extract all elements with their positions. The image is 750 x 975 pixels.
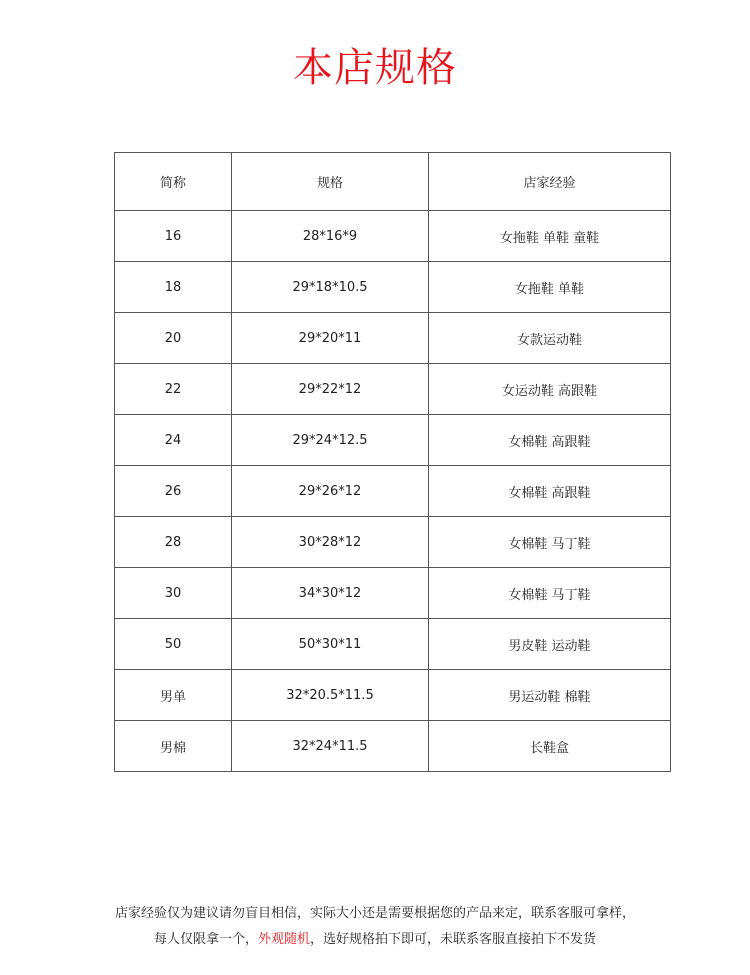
- table-row: [115, 517, 671, 568]
- cell-size: 32*24*11.5: [232, 721, 429, 772]
- note-highlight: 外观随机: [257, 932, 310, 947]
- table-row: [115, 670, 671, 721]
- spec-table: [114, 152, 671, 772]
- cell-abbreviation: 男棉: [115, 721, 232, 772]
- note-line-1: 店家经验仅为建议请勿盲目相信，实际大小还是需要根据您的产品来定，联系客服可拿样，: [114, 906, 635, 921]
- cell-abbreviation: 28: [115, 517, 232, 568]
- cell-recommendation: 女棉鞋 马丁鞋: [429, 568, 671, 619]
- table-body: [115, 211, 671, 772]
- cell-size: 34*30*12: [232, 568, 429, 619]
- cell-size: 29*18*10.5: [232, 262, 429, 313]
- cell-size: 29*26*12: [232, 466, 429, 517]
- note-line-2: [0, 928, 750, 947]
- table-row: [115, 262, 671, 313]
- table-header-row: [115, 153, 671, 211]
- cell-recommendation: 男皮鞋 运动鞋: [429, 619, 671, 670]
- note-line-2-start: 每人仅限拿一个，: [153, 932, 258, 947]
- cell-recommendation: 女棉鞋 高跟鞋: [429, 466, 671, 517]
- table-row: [115, 619, 671, 670]
- header-abbreviation: 简称: [115, 153, 232, 211]
- cell-abbreviation: 26: [115, 466, 232, 517]
- cell-recommendation: 男运动鞋 棉鞋: [429, 670, 671, 721]
- cell-abbreviation: 20: [115, 313, 232, 364]
- page-title: 本店规格: [293, 45, 457, 91]
- cell-abbreviation: 男单: [115, 670, 232, 721]
- cell-size: 30*28*12: [232, 517, 429, 568]
- cell-size: 32*20.5*11.5: [232, 670, 429, 721]
- cell-abbreviation: 24: [115, 415, 232, 466]
- cell-recommendation: 女款运动鞋: [429, 313, 671, 364]
- table-row: [115, 211, 671, 262]
- table-row: [115, 364, 671, 415]
- cell-recommendation: 女棉鞋 马丁鞋: [429, 517, 671, 568]
- cell-abbreviation: 16: [115, 211, 232, 262]
- note-line-2-end: ，选好规格拍下即可，未联系客服直接拍下不发货: [310, 932, 597, 947]
- cell-size: 50*30*11: [232, 619, 429, 670]
- header-size: 规格: [232, 153, 429, 211]
- table-row: [115, 721, 671, 772]
- cell-recommendation: 女棉鞋 高跟鞋: [429, 415, 671, 466]
- cell-abbreviation: 50: [115, 619, 232, 670]
- cell-recommendation: 长鞋盒: [429, 721, 671, 772]
- cell-recommendation: 女拖鞋 单鞋: [429, 262, 671, 313]
- table-row: [115, 415, 671, 466]
- cell-recommendation: 女运动鞋 高跟鞋: [429, 364, 671, 415]
- cell-abbreviation: 22: [115, 364, 232, 415]
- table-row: [115, 568, 671, 619]
- cell-abbreviation: 30: [115, 568, 232, 619]
- table-row: [115, 466, 671, 517]
- cell-recommendation: 女拖鞋 单鞋 童鞋: [429, 211, 671, 262]
- cell-size: 29*20*11: [232, 313, 429, 364]
- table-row: [115, 313, 671, 364]
- cell-abbreviation: 18: [115, 262, 232, 313]
- header-recommendation: 店家经验: [429, 153, 671, 211]
- cell-size: 29*24*12.5: [232, 415, 429, 466]
- cell-size: 28*16*9: [232, 211, 429, 262]
- cell-size: 29*22*12: [232, 364, 429, 415]
